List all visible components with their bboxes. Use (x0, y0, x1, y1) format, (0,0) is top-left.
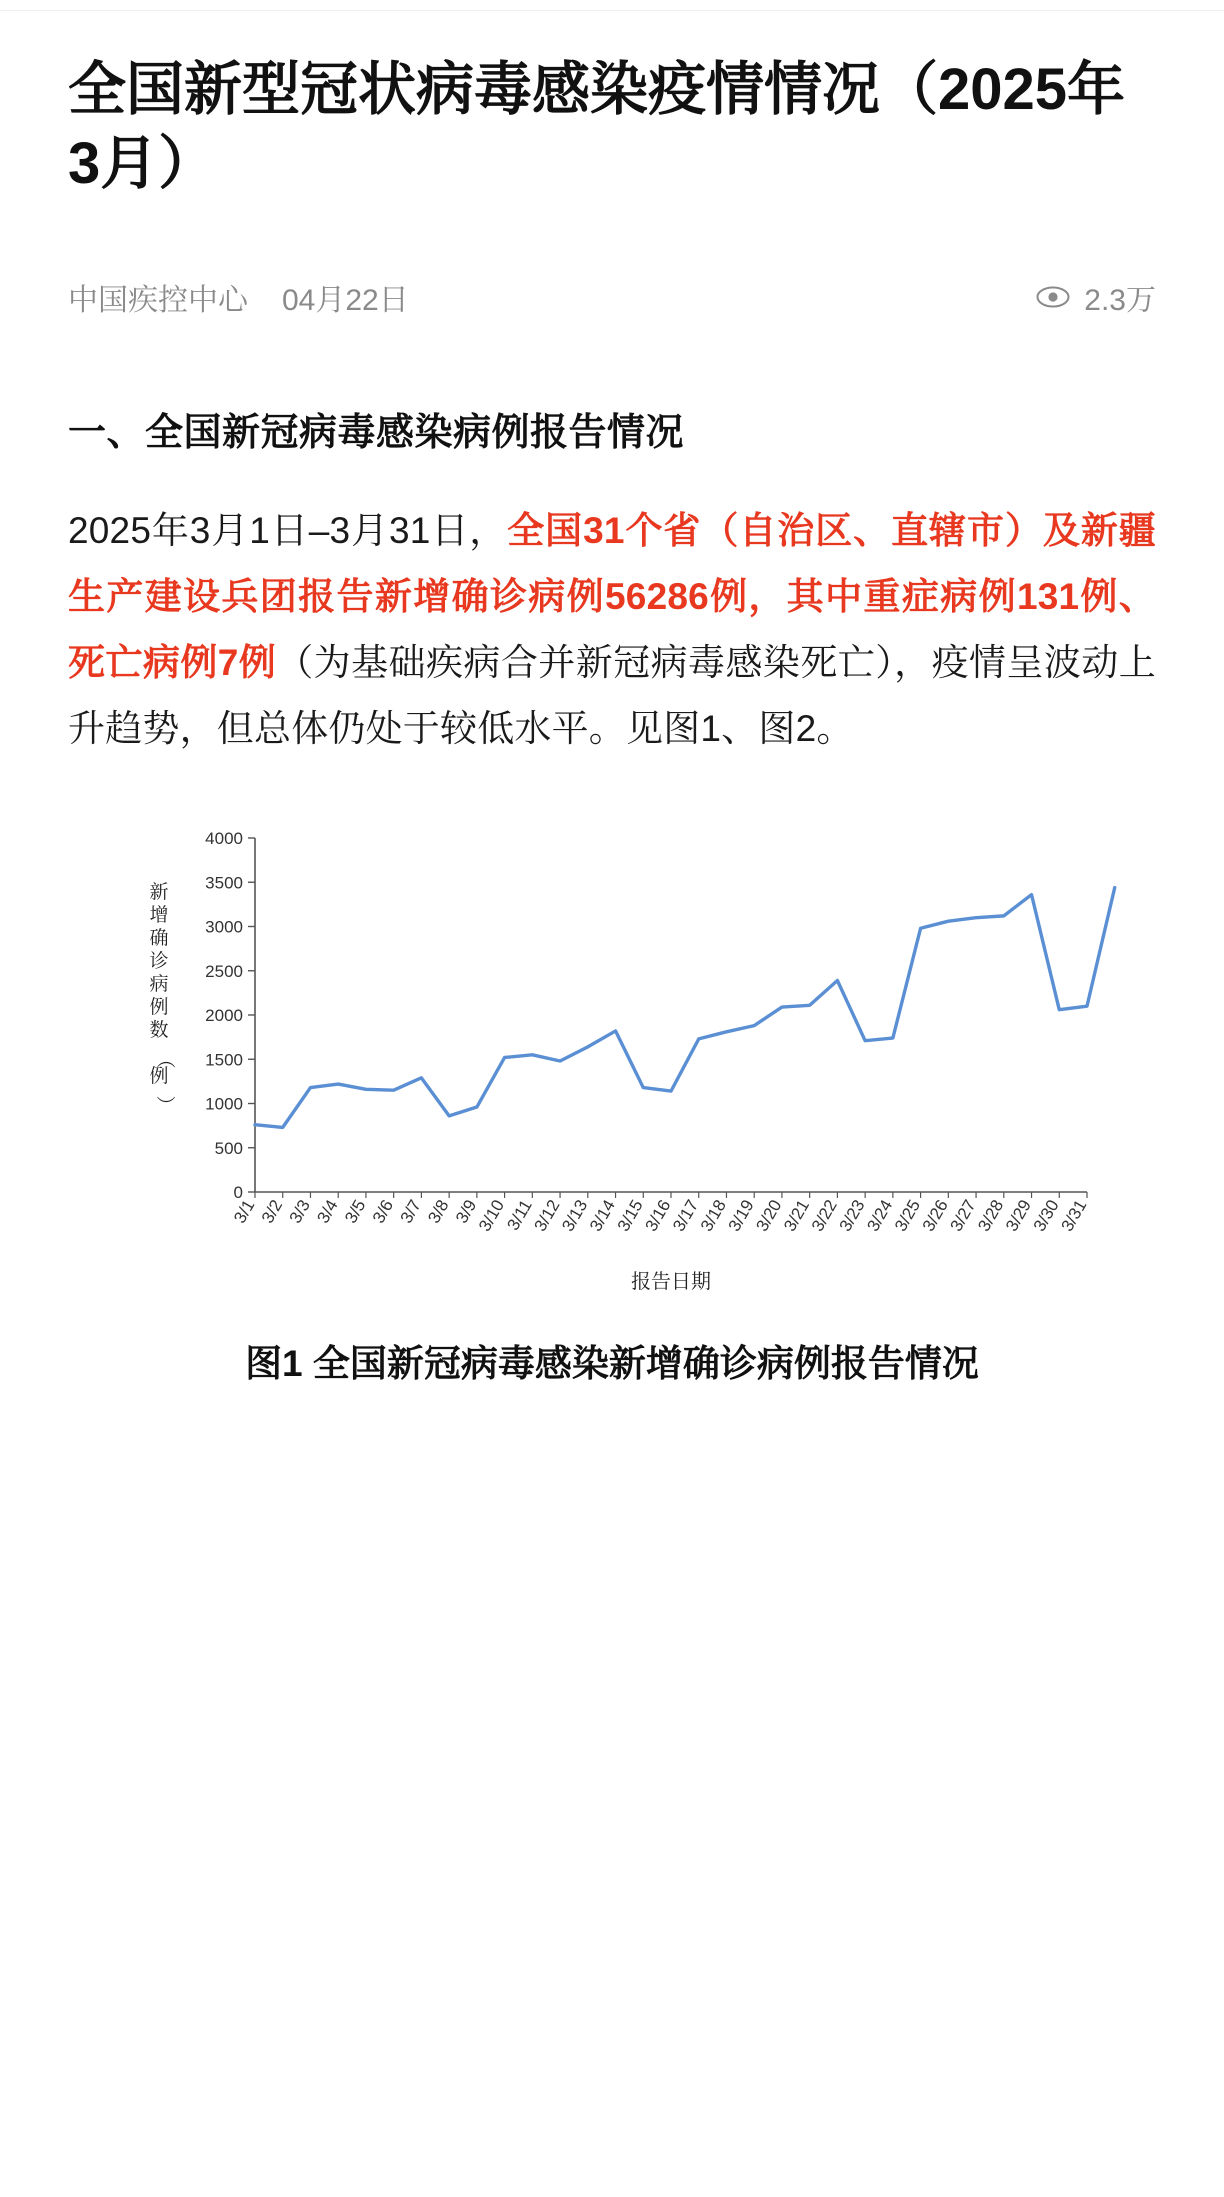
paragraph-highlight: 全国31个省（自治区、直辖市）及新疆生产建设兵团报告新增确诊病例56286例，其中重症病例131例、死亡病例7例 (68, 510, 1156, 684)
svg-text:增: 增 (149, 904, 169, 926)
svg-text:3/13: 3/13 (558, 1196, 592, 1235)
svg-text:数: 数 (149, 1019, 169, 1041)
svg-text:诊: 诊 (149, 950, 169, 972)
svg-text:例: 例 (149, 996, 169, 1018)
view-count: 2.3万 (1084, 284, 1156, 318)
intro-paragraph (68, 498, 1156, 761)
svg-text:3/25: 3/25 (891, 1196, 925, 1235)
svg-text:4000: 4000 (205, 828, 243, 848)
svg-text:3000: 3000 (205, 917, 243, 937)
svg-text:500: 500 (214, 1138, 243, 1158)
svg-text:3/8: 3/8 (424, 1196, 453, 1227)
svg-text:病: 病 (149, 973, 169, 995)
svg-text:确: 确 (149, 927, 169, 949)
svg-text:1000: 1000 (205, 1094, 243, 1114)
svg-text:3/27: 3/27 (946, 1196, 980, 1235)
article-meta (68, 275, 1156, 319)
svg-text:3/16: 3/16 (641, 1196, 675, 1235)
svg-text:3/20: 3/20 (752, 1196, 786, 1235)
svg-text:3500: 3500 (205, 873, 243, 893)
article-page (0, 53, 1224, 1391)
svg-text:3/4: 3/4 (313, 1196, 342, 1227)
svg-text:3/17: 3/17 (669, 1196, 703, 1235)
svg-text:3/28: 3/28 (974, 1196, 1008, 1235)
meta-left-group (68, 275, 409, 319)
svg-text:2500: 2500 (205, 961, 243, 981)
svg-text:3/10: 3/10 (475, 1196, 509, 1235)
svg-text:3/3: 3/3 (285, 1196, 314, 1227)
eye-icon (1036, 286, 1070, 308)
article-date: 04月22日 (282, 284, 409, 318)
svg-text:）: ） (154, 1095, 175, 1115)
svg-text:3/2: 3/2 (257, 1196, 287, 1227)
svg-text:（: （ (154, 1049, 175, 1069)
svg-text:3/23: 3/23 (835, 1196, 869, 1235)
svg-text:3/5: 3/5 (341, 1196, 370, 1227)
svg-text:3/19: 3/19 (724, 1196, 758, 1235)
figure1-caption: 图1 全国新冠病毒感染新增确诊病例报告情况 (245, 1342, 979, 1384)
svg-text:3/29: 3/29 (1001, 1196, 1035, 1235)
svg-text:3/31: 3/31 (1057, 1196, 1091, 1235)
svg-text:3/22: 3/22 (807, 1196, 841, 1235)
svg-text:新: 新 (149, 881, 169, 903)
paragraph-part-2: （为基础疾病合并新冠病毒感染死亡），疫情呈波动上升趋势，但总体仍处于较低水平。见图1、图2。 (68, 642, 1156, 750)
svg-text:3/18: 3/18 (696, 1196, 730, 1235)
svg-text:3/7: 3/7 (396, 1196, 425, 1227)
svg-text:3/30: 3/30 (1029, 1196, 1063, 1235)
svg-text:3/12: 3/12 (530, 1196, 564, 1235)
svg-text:3/9: 3/9 (452, 1196, 481, 1227)
svg-text:3/15: 3/15 (613, 1196, 647, 1235)
svg-text:报告日期: 报告日期 (631, 1270, 711, 1290)
figure1-chart (68, 820, 1156, 1290)
view-count-group (1036, 275, 1156, 319)
svg-text:例: 例 (149, 1065, 169, 1087)
svg-text:3/26: 3/26 (918, 1196, 952, 1235)
svg-text:3/11: 3/11 (503, 1196, 536, 1234)
svg-text:3/21: 3/21 (780, 1196, 814, 1235)
article-source[interactable]: 中国疾控中心 (68, 284, 248, 318)
svg-text:1500: 1500 (205, 1050, 243, 1070)
section-heading: 一、全国新冠病毒感染病例报告情况 (68, 412, 685, 455)
top-bar (0, 0, 1224, 11)
svg-text:3/24: 3/24 (863, 1196, 897, 1235)
line-chart-svg (107, 820, 1117, 1290)
svg-text:3/14: 3/14 (585, 1196, 619, 1235)
page-title: 全国新型冠状病毒感染疫情情况（2025年3月） (68, 57, 1126, 197)
svg-text:0: 0 (233, 1182, 243, 1202)
chart-canvas (107, 820, 1117, 1290)
svg-text:3/1: 3/1 (230, 1196, 259, 1227)
svg-text:2000: 2000 (205, 1005, 243, 1025)
paragraph-part-1: 2025年3月1日–3月31日， (68, 510, 508, 552)
svg-text:3/6: 3/6 (368, 1196, 398, 1227)
